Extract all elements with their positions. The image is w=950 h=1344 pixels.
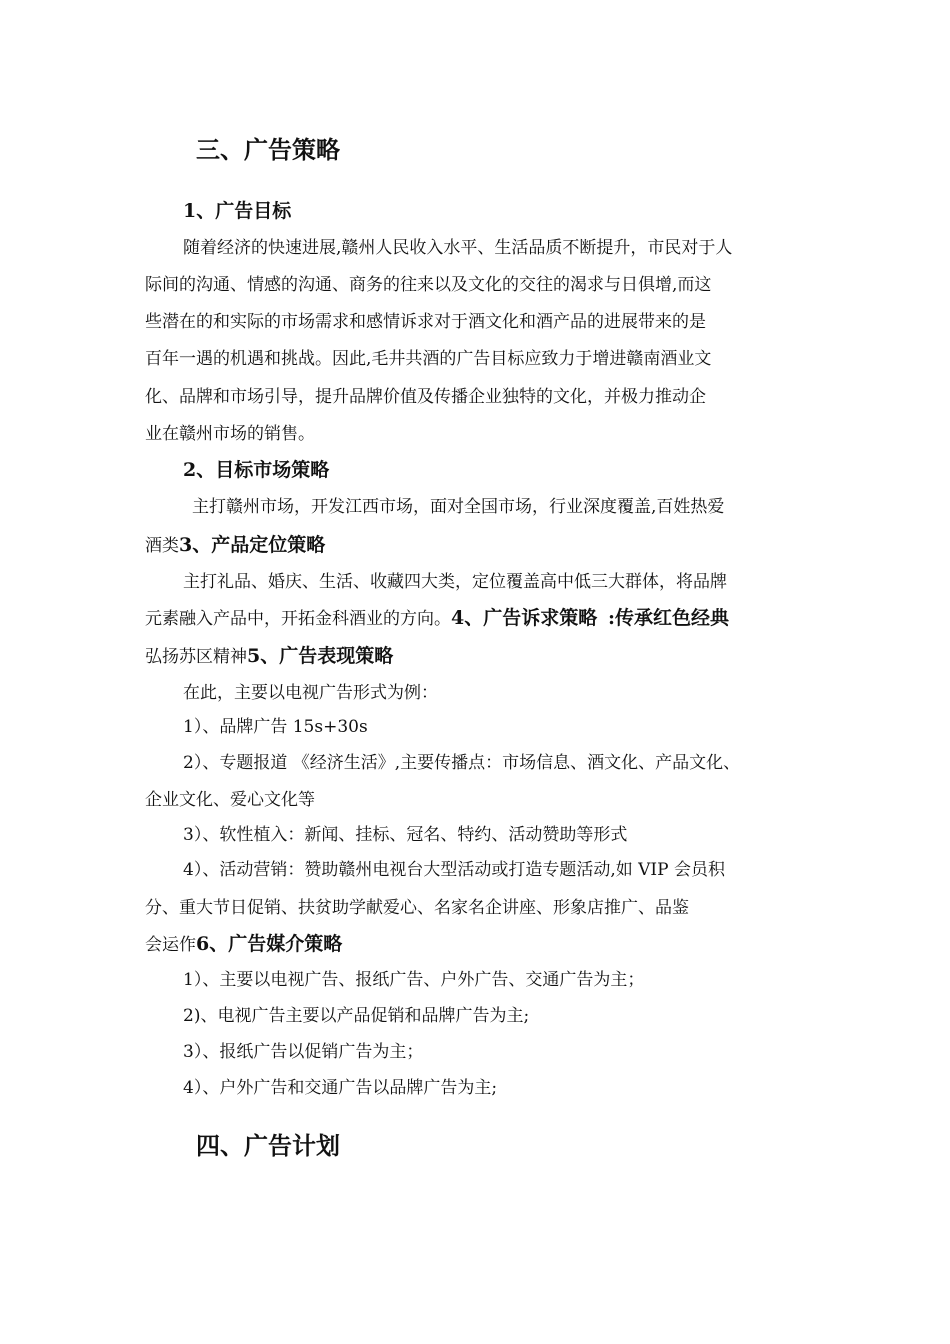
s5-item-2b: 企业文化、爱心文化等 xyxy=(145,790,315,810)
s4-line-2: 弘扬苏区精神 xyxy=(145,647,247,667)
s2-line-2: 酒类 xyxy=(145,536,179,556)
s1-line-4: 百年一遇的机遇和挑战。因此,毛井共酒的广告目标应致力于增进赣南酒业文 xyxy=(145,349,712,369)
s6-item-1: 1）、主要以电视广告、报纸广告、户外广告、交通广告为主； xyxy=(183,970,645,990)
subsection-6-heading: 6、广告媒介策略 xyxy=(196,933,343,955)
s4-text: :传承红色经典 xyxy=(608,607,730,629)
s2-line-1: 主打赣州市场，开发江西市场，面对全国市场，行业深度覆盖,百姓热爱 xyxy=(192,497,725,517)
s2-line-2-with-s3-heading xyxy=(145,534,325,557)
subsection-1-heading: 1、广告目标 xyxy=(183,200,292,222)
s5-item-3: 3）、软性植入：新闻、挂标、冠名、特约、活动赞助等形式 xyxy=(183,825,628,845)
s1-line-5: 化、品牌和市场引导，提升品牌价值及传播企业独特的文化，并极力推动企 xyxy=(145,387,706,407)
s5-item-1: 1）、品牌广告 15s+30s xyxy=(183,717,368,737)
s3-line-2-with-s4 xyxy=(145,607,729,630)
s3-line-2: 元素融入产品中，开拓金科酒业的方向。 xyxy=(145,609,451,629)
subsection-2-heading: 2、目标市场策略 xyxy=(183,459,330,481)
section-4-heading: 四、广告计划 xyxy=(196,1131,340,1160)
subsection-3-heading: 3、产品定位策略 xyxy=(179,534,326,556)
s5-item-4c: 会运作 xyxy=(145,935,196,955)
s1-line-6: 业在赣州市场的销售。 xyxy=(145,424,315,444)
subsection-4-heading: 4、广告诉求策略 xyxy=(451,607,598,629)
s6-item-3: 3）、报纸广告以促销广告为主； xyxy=(183,1042,424,1062)
s5-item-4a: 4）、活动营销：赞助赣州电视台大型活动或打造专题活动,如 VIP 会员积 xyxy=(183,860,725,880)
section-3-heading: 三、广告策略 xyxy=(196,135,340,164)
s1-line-2: 际间的沟通、情感的沟通、商务的往来以及文化的交往的渴求与日俱增,而这 xyxy=(145,275,712,295)
s1-line-1: 随着经济的快速进展,赣州人民收入水平、生活品质不断提升，市民对于人 xyxy=(183,238,733,258)
subsection-5-heading: 5、广告表现策略 xyxy=(247,645,394,667)
s4-line-2-with-s5-heading xyxy=(145,645,393,668)
s6-item-4: 4）、户外广告和交通广告以品牌广告为主; xyxy=(183,1078,498,1098)
s3-line-1: 主打礼品、婚庆、生活、收藏四大类，定位覆盖高中低三大群体，将品牌 xyxy=(183,572,727,592)
s1-line-3: 些潜在的和实际的市场需求和感情诉求对于酒文化和酒产品的进展带来的是 xyxy=(145,312,706,332)
s5-item-2a: 2）、专题报道 《经济生活》,主要传播点：市场信息、酒文化、产品文化、 xyxy=(183,753,741,773)
s5-item-4c-with-s6-heading xyxy=(145,933,342,956)
s6-item-2: 2)、电视广告主要以产品促销和品牌广告为主; xyxy=(183,1006,530,1026)
s5-item-4b: 分、重大节日促销、扶贫助学献爱心、名家名企讲座、形象店推广、品鉴 xyxy=(145,898,689,918)
s5-intro: 在此，主要以电视广告形式为例： xyxy=(183,683,438,703)
